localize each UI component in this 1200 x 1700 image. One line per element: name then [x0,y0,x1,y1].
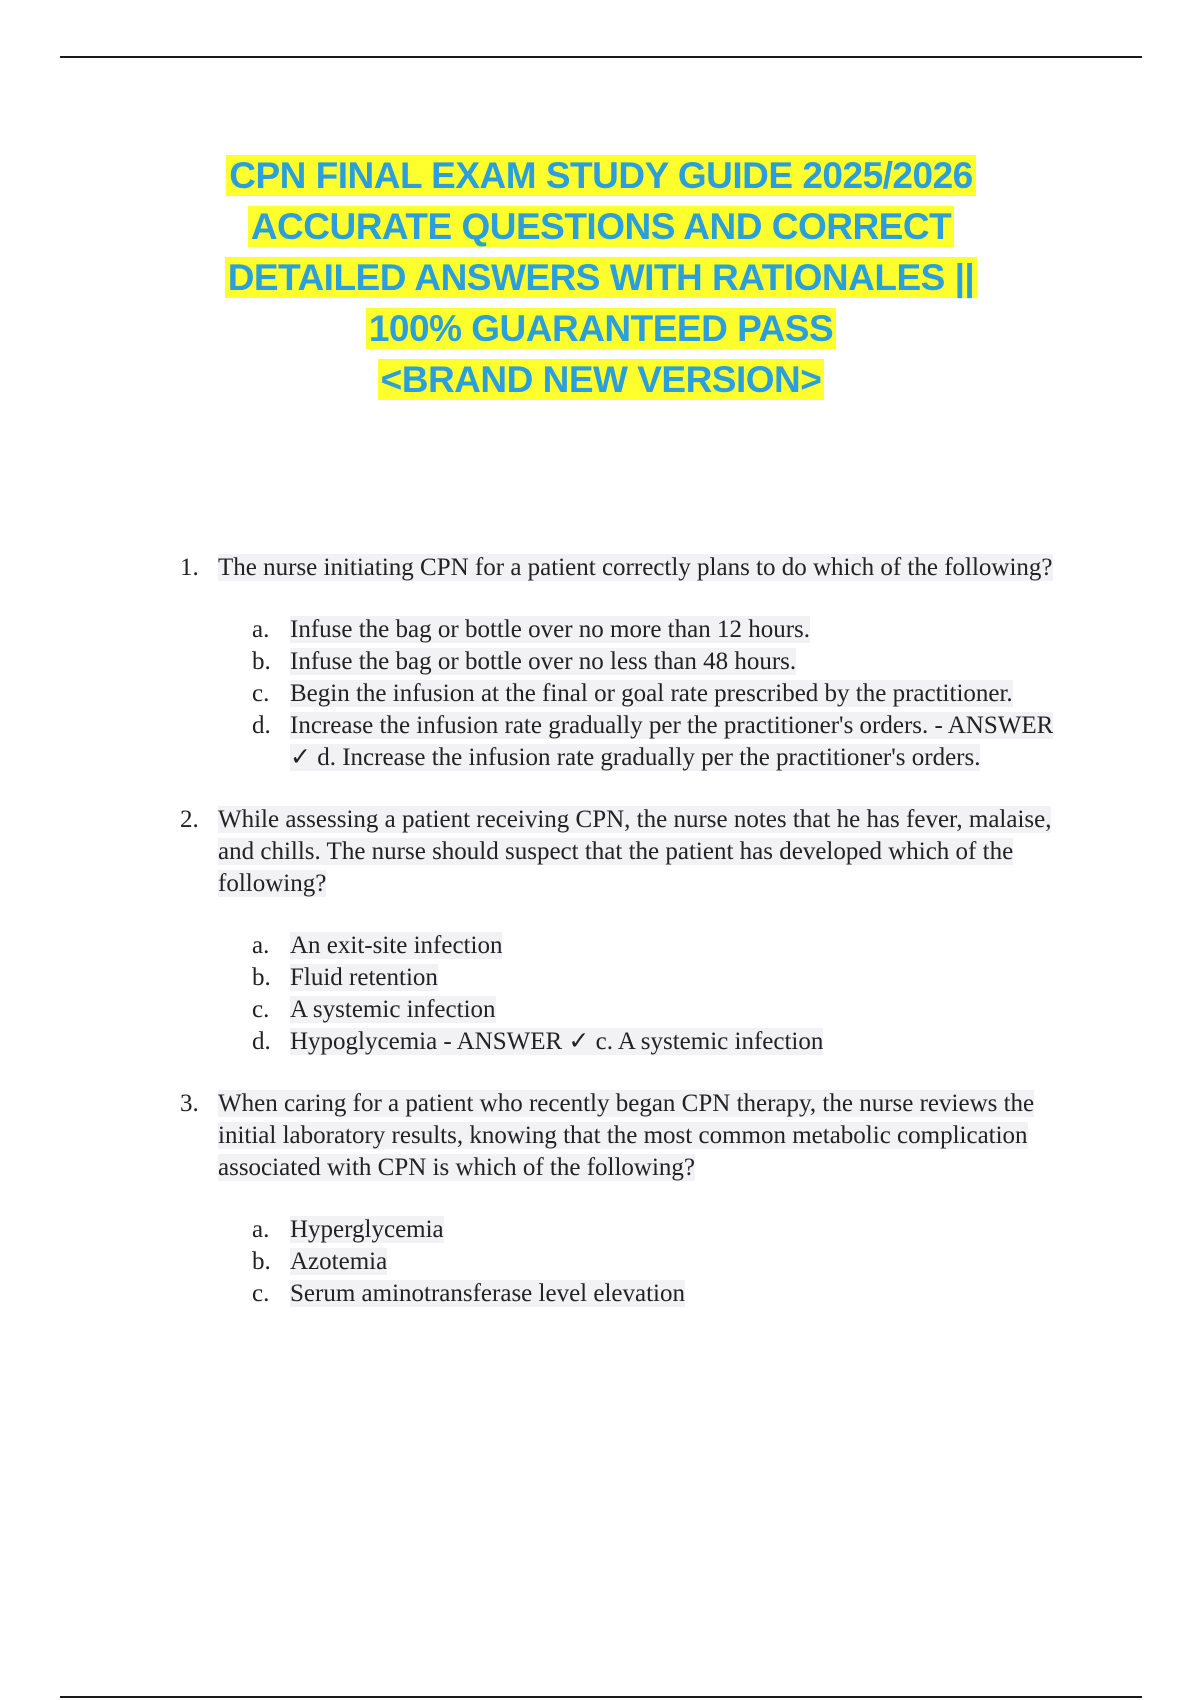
question-number: 2. [180,806,199,833]
title-line: 100% GUARANTEED PASS [60,303,1142,354]
title-line: CPN FINAL EXAM STUDY GUIDE 2025/2026 [60,150,1142,201]
question-1 [180,552,1080,774]
document-title [60,150,1142,405]
title-line: <BRAND NEW VERSION> [60,354,1142,405]
question-text: The nurse initiating CPN for a patient correctly plans to do which of the following? [218,554,1053,581]
question-list [180,552,1080,1340]
answer-options [252,930,1080,1058]
question-number: 1. [180,554,199,581]
bottom-rule [60,1696,1142,1698]
option-a: a. Hyperglycemia [252,1216,444,1243]
answer-options [252,1214,1080,1310]
top-rule [60,56,1142,58]
option-b: b. Infuse the bag or bottle over no less than 48 hours. [252,648,797,675]
question-3 [180,1088,1080,1310]
option-d: d. Hypoglycemia - ANSWER ✓ c. A systemic infection [252,1028,824,1055]
option-b: b. Fluid retention [252,964,438,991]
answer-options [252,614,1080,774]
option-a: a. Infuse the bag or bottle over no more than 12 hours. [252,616,811,643]
title-line: ACCURATE QUESTIONS AND CORRECT [60,201,1142,252]
title-line: DETAILED ANSWERS WITH RATIONALES || [60,252,1142,303]
option-c: c. A systemic infection [252,996,496,1023]
option-b: b. Azotemia [252,1248,388,1275]
option-c: c. Serum aminotransferase level elevation [252,1280,685,1307]
option-a: a. An exit-site infection [252,932,503,959]
question-text: When caring for a patient who recently began CPN therapy, the nurse reviews the initial laboratory results, knowing that the most common metabolic complication associated with CPN is which of the following? [218,1090,1035,1181]
option-d: d. Increase the infusion rate gradually per the practitioner's orders. - ANSWER ✓ d. Increase the infusion rate gradually per the practitioner's orders. [252,712,1054,771]
question-text: While assessing a patient receiving CPN, the nurse notes that he has fever, malaise, and chills. The nurse should suspect that the patient has developed which of the following? [218,806,1052,897]
question-number: 3. [180,1090,199,1117]
option-c: c. Begin the infusion at the final or goal rate prescribed by the practitioner. [252,680,1013,707]
question-2 [180,804,1080,1058]
